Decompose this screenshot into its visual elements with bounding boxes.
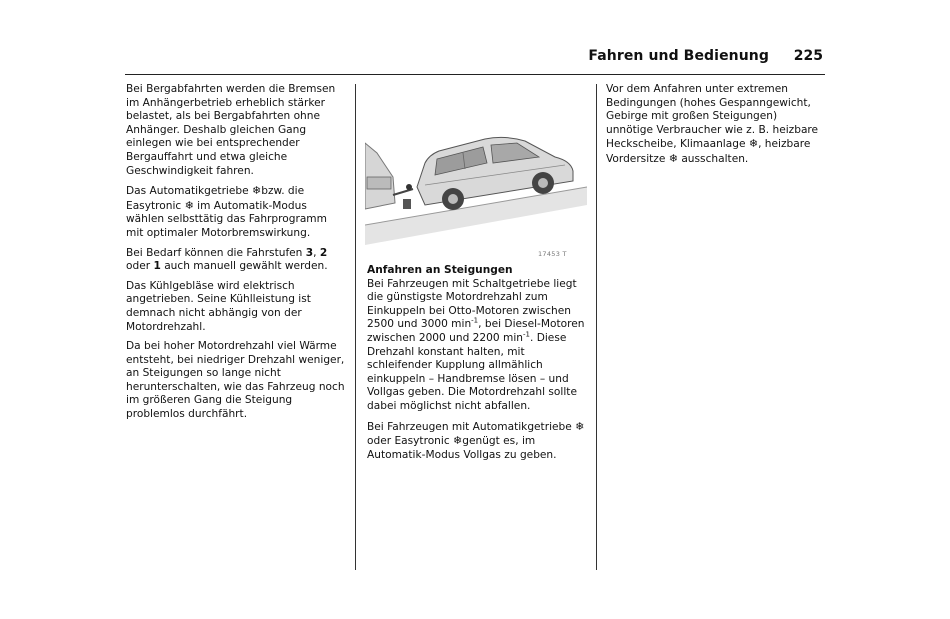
page-header — [125, 46, 825, 75]
section-title: Anfahren an Steigungen — [367, 264, 513, 276]
paragraph-hill-start: Anfahren an Steigungen Bei Fahrzeugen mit Schaltgetriebe liegt die günstigste Motordrehzahl zum Einkuppeln bei Otto-Motoren zwischen 2500 und 3000 $\min^{-1}$, bei Diesel-Motoren zwischen 2000 und 2200 $\min^{-1}$. Diese Drehzahl konstant halten, mit schleifender Kupplung allmählich einkuppeln – Handbremse lösen – und Vollgas geben. Die Motordrehzahl sollte dabei möglichst nicht abfallen. — [367, 264, 589, 414]
text-column-middle — [367, 83, 589, 468]
snowflake-asterisk-icon: ❄ — [453, 434, 463, 448]
snowflake-asterisk-icon: ❄ — [575, 419, 585, 433]
paragraph-gear-selection: Bei Bedarf können die Fahrstufen 3, 2 oder 1 auch manuell gewählt werden. — [126, 246, 328, 273]
column-divider — [596, 84, 597, 570]
snowflake-asterisk-icon: ❄ — [668, 151, 678, 165]
text-column-left — [126, 83, 346, 428]
page-number: 225 — [793, 48, 823, 64]
snowflake-asterisk-icon: ❄ — [748, 137, 759, 151]
text-column-right — [606, 83, 826, 173]
snowflake-asterisk-icon: ❄ — [184, 198, 194, 212]
figure-code: 17453 T — [538, 250, 567, 258]
paragraph-cooling-fan: Das Kühlgebläse wird elektrisch angetrieben. Seine Kühlleistung ist demnach nicht abhängig von der Motordrehzahl. — [126, 279, 311, 333]
column-divider — [355, 84, 356, 570]
paragraph-extreme-conditions: Vor dem Anfahren unter extremen Bedingungen (hohes Gespanngewicht, Gebirge mit großen Steigungen) unnötige Verbraucher wie z. B. heizbare Heckscheibe, Klimaanlage ❄, heizbare Vordersitze ❄ ausschalten. — [606, 83, 819, 165]
paragraph-automatic-hill-start: Bei Fahrzeugen mit Automatikgetriebe ❄ oder Easytronic ❄genügt es, im Automatik-Modus Vollgas zu geben. — [367, 419, 585, 461]
snowflake-asterisk-icon: ❄ — [252, 184, 262, 198]
page-title: Fahren und Bedienung — [588, 48, 769, 64]
paragraph-high-rpm: Da bei hoher Motordrehzahl viel Wärme entsteht, bei niedriger Drehzahl weniger, an Steigungen so lange nicht herunterschalten, wie das Fahrzeug noch im größeren Gang die Steigung problemlos durchfährt. — [126, 340, 345, 421]
paragraph-automatic-transmission: Das Automatikgetriebe ❄bzw. die Easytronic ❄ im Automatik-Modus wählen selbsttätig das Fahrprogramm mit optimaler Motorbremswirkung. — [126, 184, 327, 239]
paragraph-downhill-brakes: Bei Bergabfahrten werden die Bremsen im Anhängerbetrieb erheblich stärker belastet, als bei Bergabfahrten ohne Anhänger. Deshalb gleichen Gang einlegen wie bei entsprechender Bergauffahrt und etwa gleiche Geschwindigkeit fahren. — [126, 83, 336, 177]
